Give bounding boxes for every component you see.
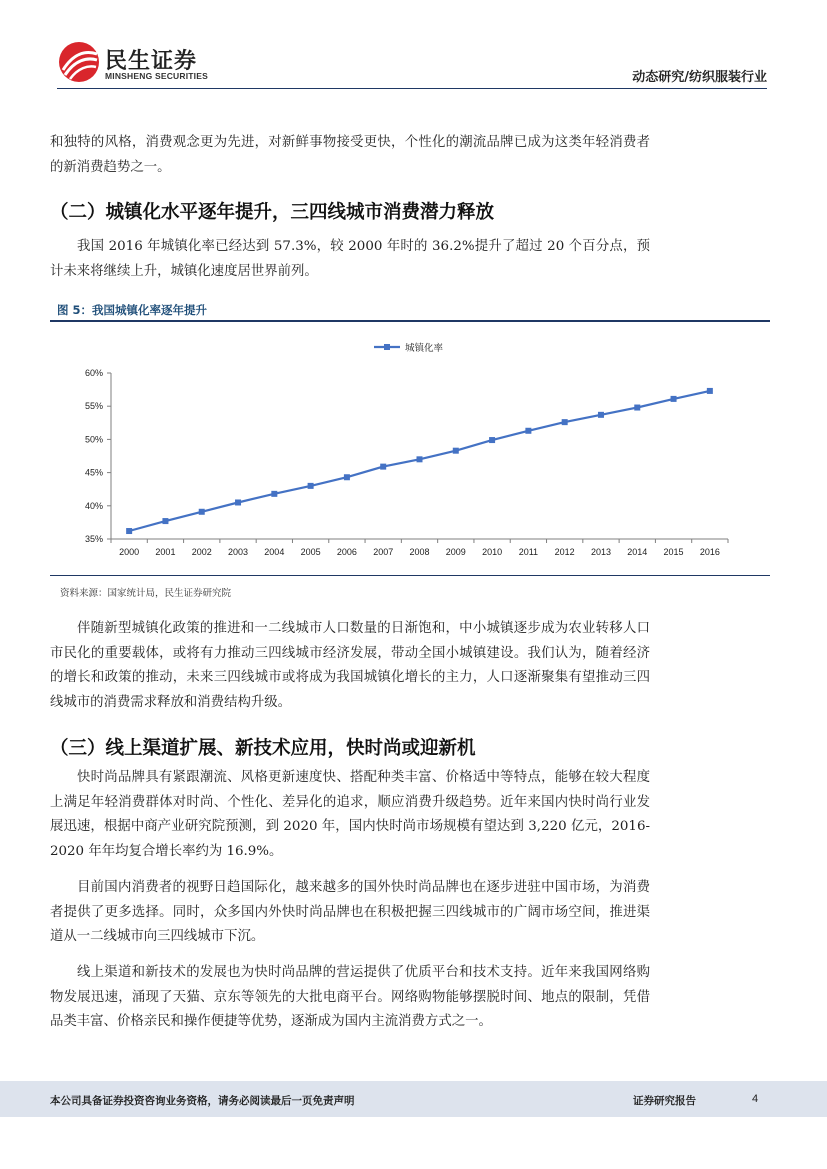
page-number: 4 (752, 1093, 759, 1105)
y-tick-label: 40% (84, 500, 103, 511)
paragraph-international: 目前国内消费者的视野日趋国际化，越来越多的国外快时尚品牌也在逐步进驻中国市场，为消费者提供了更多选择。同时，众多国内外快时尚品牌也在积极把握三四线城市的广阔市场空间，推进渠道从一二线城市向三四线城市下沉。 (50, 880, 650, 945)
data-point-2005 (308, 483, 314, 489)
data-point-2000 (126, 528, 132, 534)
data-point-2014 (634, 405, 640, 411)
x-tick-label: 2014 (627, 547, 648, 557)
page-footer (0, 1081, 827, 1117)
legend-marker (384, 344, 390, 350)
data-point-2010 (489, 437, 495, 443)
data-point-2015 (671, 396, 677, 402)
y-tick-label: 55% (84, 401, 103, 412)
data-point-2013 (598, 412, 604, 418)
figure-title: 图 5：我国城镇化率逐年提升 (57, 303, 208, 317)
logo-name-cn: 民生证券 (105, 49, 198, 74)
footer-disclaimer: 本公司具备证券投资咨询业务资格，请务必阅读最后一页免责声明 (50, 1095, 355, 1107)
figure-bottom-rule (50, 575, 770, 576)
logo-name-en: MINSHENG SECURITIES (105, 71, 208, 81)
data-point-2008 (417, 456, 423, 462)
data-point-2012 (562, 419, 568, 425)
data-point-2011 (525, 428, 531, 434)
chart-legend (374, 342, 444, 354)
x-tick-label: 2012 (554, 547, 575, 557)
footer-doc-type: 证券研究报告 (633, 1095, 696, 1107)
x-tick-label: 2009 (445, 547, 466, 557)
paragraph-fast-fashion: 快时尚品牌具有紧跟潮流、风格更新速度快、搭配种类丰富、价格适中等特点，能够在较大程度上满足年轻消费群体对时尚、个性化、差异化的追求，顺应消费升级趋势。近年来国内快时尚行业发展迅速，根据中商产业研究院预测，到 2020 年，国内快时尚市场规模有望达到 3,220 亿元，2016-2020 年年均复合增长率约为 16.9%。 (50, 770, 650, 859)
minsheng-logo-icon (57, 40, 101, 84)
y-tick-label: 60% (84, 368, 103, 378)
x-tick-label: 2016 (699, 547, 720, 557)
company-logo (57, 40, 227, 84)
data-point-2009 (453, 448, 459, 454)
legend-label: 城镇化率 (405, 343, 444, 354)
data-point-2004 (271, 491, 277, 497)
x-tick-label: 2008 (409, 547, 430, 557)
y-tick-label: 50% (84, 434, 103, 445)
x-tick-label: 2011 (518, 547, 539, 557)
section-heading-fast-fashion: （三）线上渠道扩展、新技术应用，快时尚或迎新机 (50, 738, 476, 759)
x-tick-label: 2007 (373, 547, 394, 557)
data-point-2002 (199, 509, 205, 515)
section-heading-urbanization: （二）城镇化水平逐年提升，三四线城市消费潜力释放 (50, 202, 495, 223)
x-tick-label: 2001 (155, 547, 176, 557)
x-tick-label: 2015 (663, 547, 684, 557)
y-tick-label: 45% (84, 467, 103, 478)
x-tick-label: 2002 (191, 547, 212, 557)
header-divider (57, 88, 767, 89)
paragraph-online: 线上渠道和新技术的发展也为快时尚品牌的营运提供了优质平台和技术支持。近年来我国网络购物发展迅速，涌现了天猫、京东等领先的大批电商平台。网络购物能够摆脱时间、地点的限制，凭借品类丰富、价格亲民和操作便捷等优势，逐渐成为国内主流消费方式之一。 (50, 965, 650, 1030)
paragraph-intro: 和独特的风格，消费观念更为先进，对新鲜事物接受更快，个性化的潮流品牌已成为这类年轻消费者的新消费趋势之一。 (50, 135, 650, 175)
x-tick-label: 2010 (482, 547, 503, 557)
paragraph-policy: 伴随新型城镇化政策的推进和一二线城市人口数量的日渐饱和，中小城镇逐步成为农业转移人口市民化的重要载体，或将有力推动三四线城市经济发展，带动全国小城镇建设。我们认为，随着经济的增长和政策的推动，未来三四线城市或将成为我国城镇化增长的主力，人口逐渐聚集有望推动三四线城市的消费需求释放和消费结构升级。 (50, 621, 650, 710)
x-tick-label: 2005 (300, 547, 321, 557)
report-type: 动态研究/纺织服装行业 (632, 70, 767, 85)
urbanization-line-chart (50, 322, 770, 574)
x-tick-label: 2013 (590, 547, 611, 557)
x-tick-label: 2004 (264, 547, 285, 557)
page-header (0, 0, 827, 92)
y-tick-label: 35% (84, 534, 103, 544)
x-tick-label: 2003 (228, 547, 249, 557)
figure-source: 资料来源：国家统计局，民生证券研究院 (60, 588, 232, 599)
data-point-2006 (344, 474, 350, 480)
paragraph-urbanization: 我国 2016 年城镇化率已经达到 57.3%，较 2000 年时的 36.2%提升了超过 20 个百分点，预计未来将继续上升，城镇化速度居世界前列。 (50, 239, 650, 279)
x-tick-label: 2000 (119, 547, 140, 557)
data-point-2016 (707, 388, 713, 394)
x-tick-label: 2006 (336, 547, 357, 557)
data-point-2007 (380, 464, 386, 470)
data-point-2003 (235, 499, 241, 505)
data-point-2001 (162, 518, 168, 524)
